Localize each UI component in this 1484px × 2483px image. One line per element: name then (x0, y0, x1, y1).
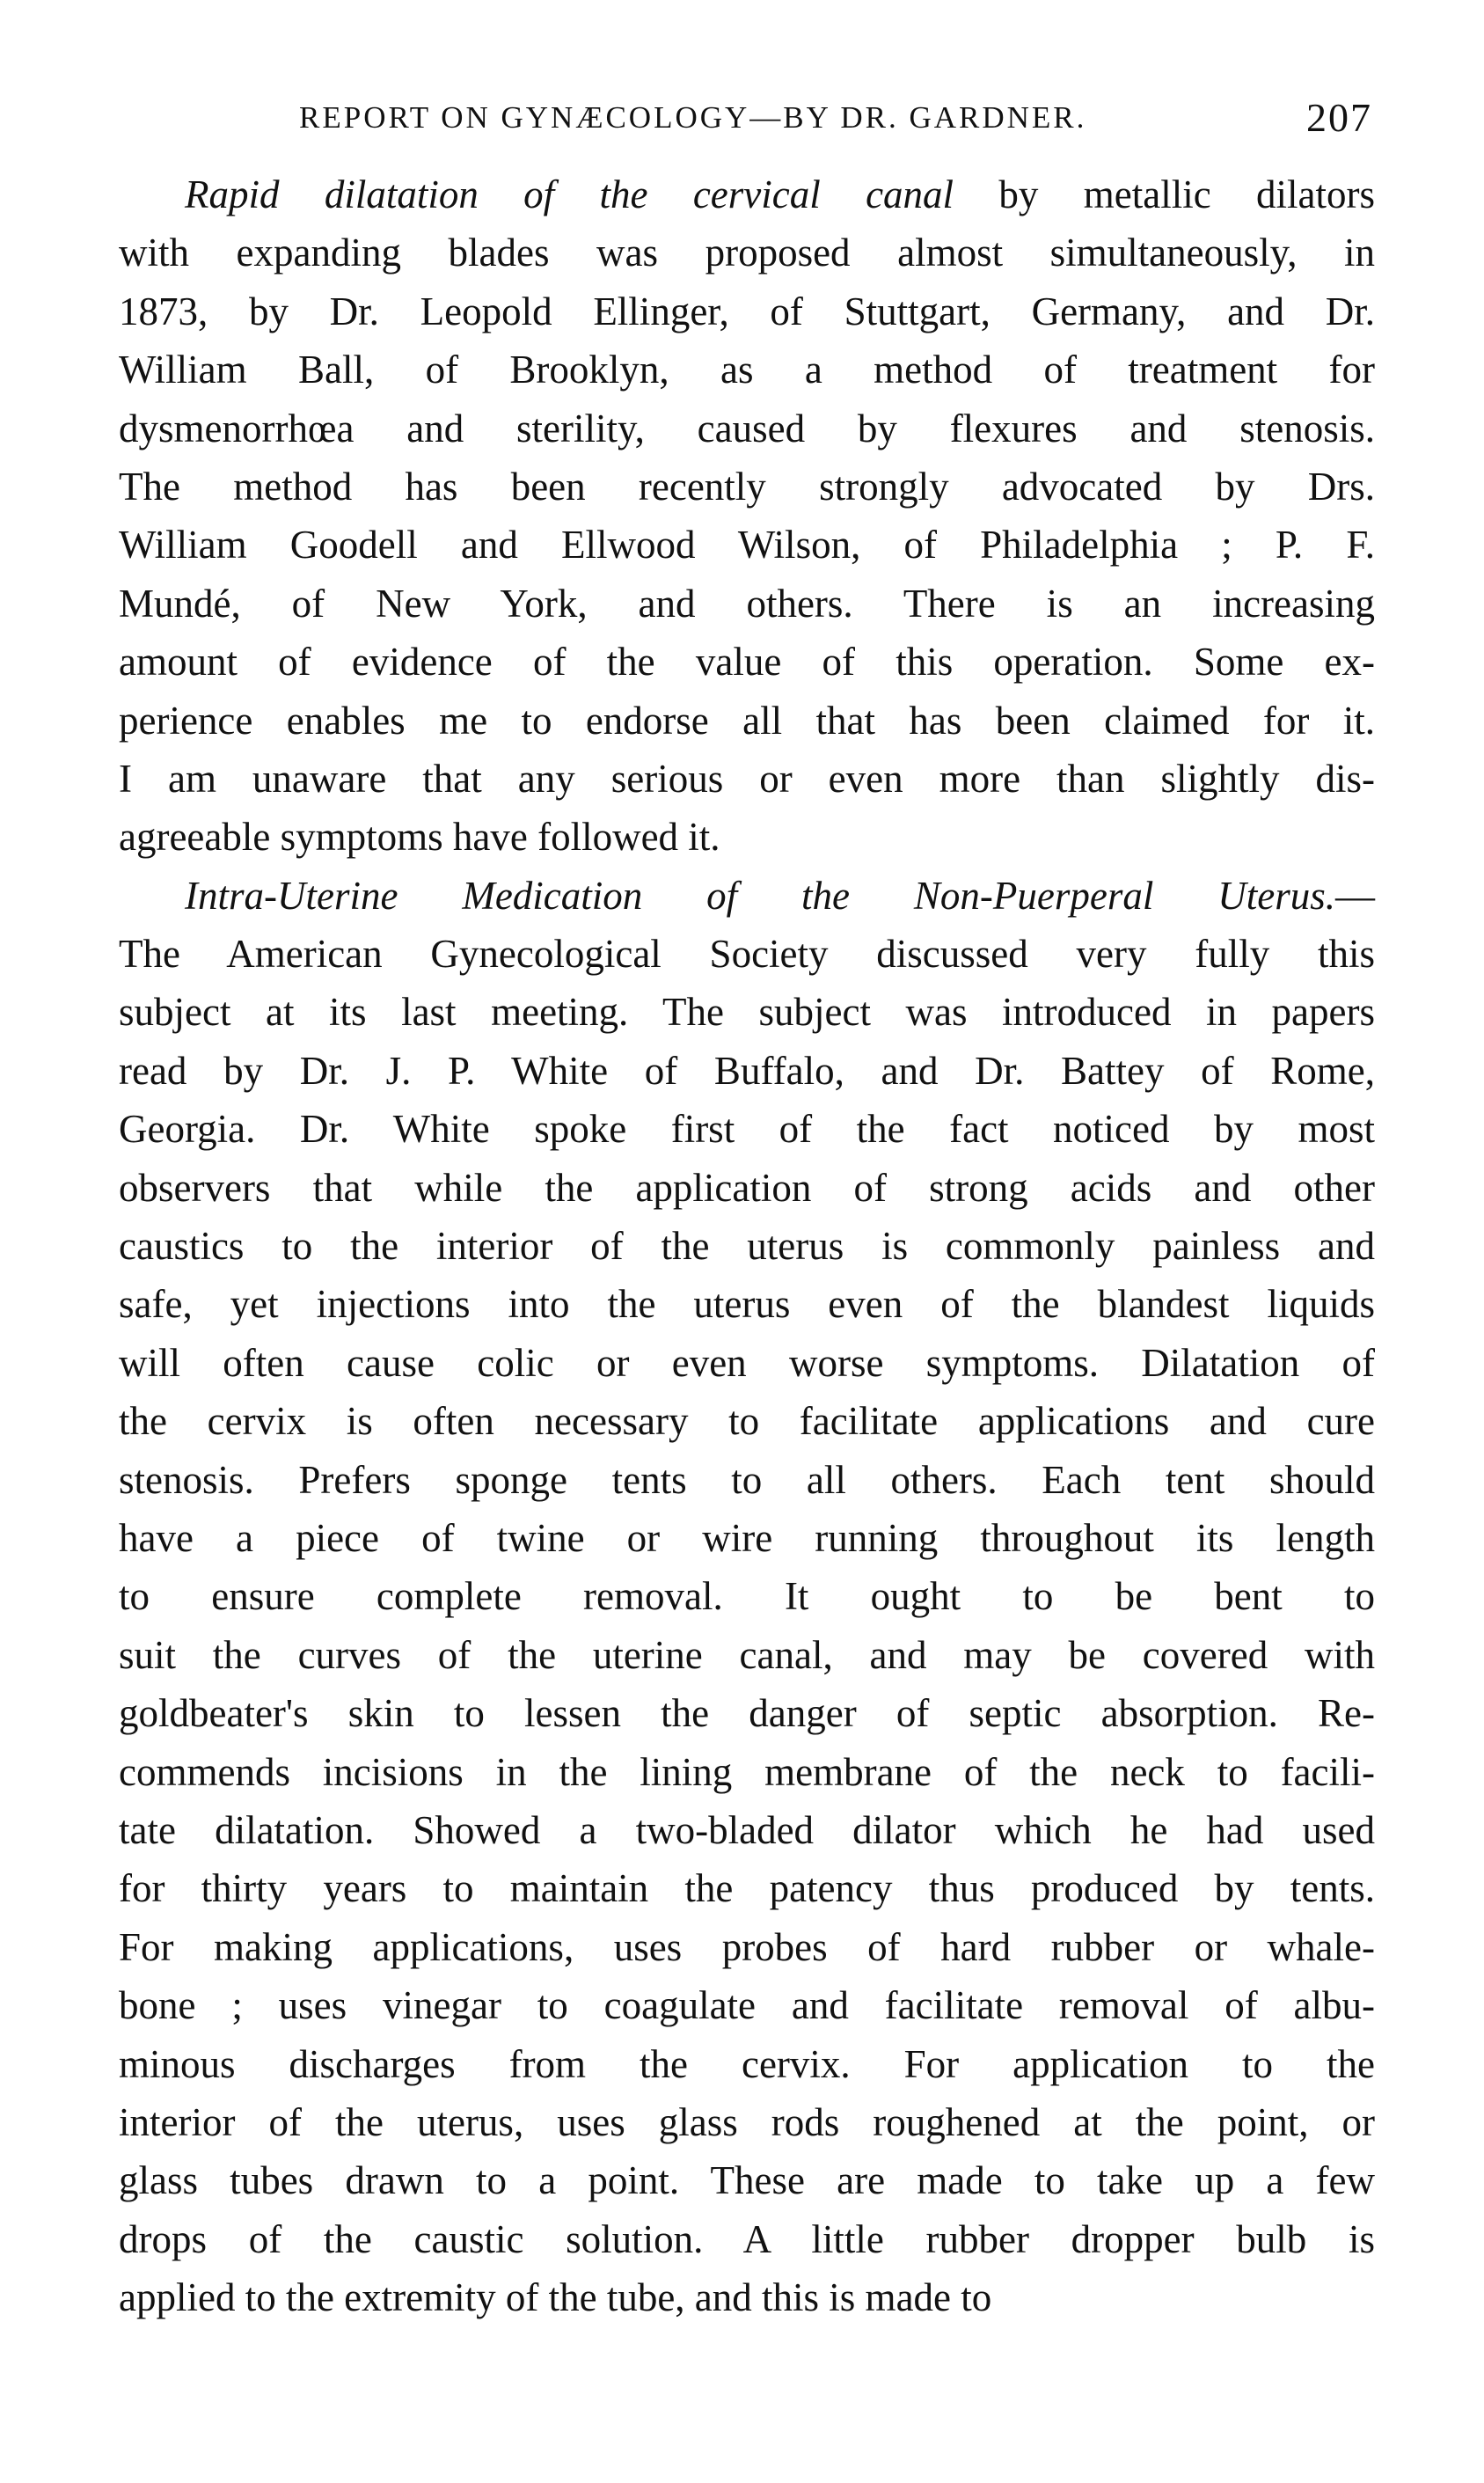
text-line (119, 1275, 1375, 1333)
line-text: 1873, by Dr. Leopold Ellinger, of Stuttgart, Germany, and Dr. (119, 289, 1375, 333)
line-text: applied to the extremity of the tube, and this is made to (119, 2275, 992, 2320)
line-text: The method has been recently strongly advocated by Drs. (119, 464, 1375, 509)
line-text: commends incisions in the lining membrane of the neck to facili- (119, 1749, 1375, 1794)
line-text: goldbeater's skin to lessen the danger of septic absorption. Re- (119, 1691, 1375, 1736)
line-text: with expanding blades was proposed almost simultaneously, in (119, 231, 1375, 275)
line-text: minous discharges from the cervix. For application to the (119, 2041, 1375, 2086)
line-text: For making applications, uses probes of hard rubber or whale- (119, 1924, 1375, 1969)
text-line (119, 1684, 1375, 1742)
text-line (119, 1451, 1375, 1509)
line-text: glass tubes drawn to a point. These are made to take up a few (119, 2158, 1375, 2203)
body-text (119, 165, 1375, 2326)
line-text: agreeable symptoms have followed it. (119, 815, 720, 860)
line-text: William Goodell and Ellwood Wilson, of Philadelphia ; P. F. (119, 523, 1375, 568)
text-line (119, 2268, 1375, 2326)
text-line (119, 399, 1375, 458)
line-text: have a piece of twine or wire running throughout its length (119, 1515, 1375, 1560)
text-line (119, 2093, 1375, 2151)
running-title: REPORT ON GYNÆCOLOGY—BY DR. GARDNER. (299, 100, 1087, 135)
text-line (119, 516, 1375, 574)
line-text: caustics to the interior of the uterus is commonly painless and (119, 1224, 1375, 1269)
text-line (119, 1334, 1375, 1392)
text-line (119, 2151, 1375, 2209)
text-line (119, 925, 1375, 983)
text-line (119, 2210, 1375, 2268)
text-line (119, 1743, 1375, 1801)
text-line (119, 1042, 1375, 1100)
text-line (119, 1159, 1375, 1217)
text-line (119, 1100, 1375, 1158)
line-text: stenosis. Prefers sponge tents to all others. Each tent should (119, 1457, 1375, 1502)
line-text: tate dilatation. Showed a two-bladed dilator which he had used (119, 1807, 1375, 1852)
line-text: The American Gynecological Society discussed very fully this (119, 932, 1375, 977)
text-line (119, 692, 1375, 750)
line-text: by metallic dilators (954, 172, 1375, 216)
text-line (119, 223, 1375, 282)
text-line (119, 1626, 1375, 1684)
line-text: Mundé, of New York, and others. There is an increasing (119, 581, 1375, 626)
text-line (119, 1918, 1375, 1976)
text-line (119, 1859, 1375, 1917)
line-text: read by Dr. J. P. White of Buffalo, and Dr. Battey of Rome, (119, 1048, 1375, 1093)
text-line (119, 808, 1375, 866)
text-line (119, 867, 1375, 925)
line-text: the cervix is often necessary to facilitate applications and cure (119, 1399, 1375, 1444)
text-line (119, 750, 1375, 808)
text-line (119, 2035, 1375, 2093)
italic-run-in-heading: Intra-Uterine Medication of the Non-Puerperal Uterus. (185, 873, 1335, 918)
text-line (119, 633, 1375, 691)
text-line (119, 458, 1375, 516)
line-text: bone ; uses vinegar to coagulate and facilitate removal of albu- (119, 1983, 1375, 2028)
text-line (119, 1801, 1375, 1859)
line-text: for thirty years to maintain the patency thus produced by tents. (119, 1866, 1375, 1911)
line-text: safe, yet injections into the uterus even of the blandest liquids (119, 1282, 1375, 1327)
italic-run-in-heading: Rapid dilatation of the cervical canal (185, 172, 954, 216)
text-line (119, 165, 1375, 223)
text-line (119, 1567, 1375, 1625)
text-line (119, 983, 1375, 1041)
line-text: amount of evidence of the value of this operation. Some ex- (119, 640, 1375, 685)
text-line (119, 1509, 1375, 1567)
line-text: dysmenorrhœa and sterility, caused by flexures and stenosis. (119, 406, 1375, 450)
line-text: subject at its last meeting. The subject was introduced in papers (119, 990, 1375, 1035)
text-line (119, 341, 1375, 399)
line-text: Georgia. Dr. White spoke first of the fact noticed by most (119, 1107, 1375, 1152)
text-line (119, 282, 1375, 341)
line-text: William Ball, of Brooklyn, as a method of treatment for (119, 348, 1375, 392)
line-text: — (1335, 873, 1375, 918)
line-text: to ensure complete removal. It ought to be bent to (119, 1574, 1375, 1619)
running-head (123, 92, 1372, 144)
line-text: will often cause colic or even worse symptoms. Dilatation of (119, 1340, 1375, 1385)
line-text: drops of the caustic solution. A little rubber dropper bulb is (119, 2216, 1375, 2261)
text-line (119, 575, 1375, 633)
line-text: perience enables me to endorse all that has been claimed for it. (119, 698, 1375, 743)
page-number: 207 (1306, 95, 1372, 140)
text-line (119, 1976, 1375, 2034)
text-line (119, 1392, 1375, 1450)
line-text: I am unaware that any serious or even more than slightly dis- (119, 756, 1375, 801)
line-text: suit the curves of the uterine canal, and may be covered with (119, 1632, 1375, 1677)
text-line (119, 1217, 1375, 1275)
line-text: observers that while the application of strong acids and other (119, 1165, 1375, 1210)
line-text: interior of the uterus, uses glass rods roughened at the point, or (119, 2099, 1375, 2144)
